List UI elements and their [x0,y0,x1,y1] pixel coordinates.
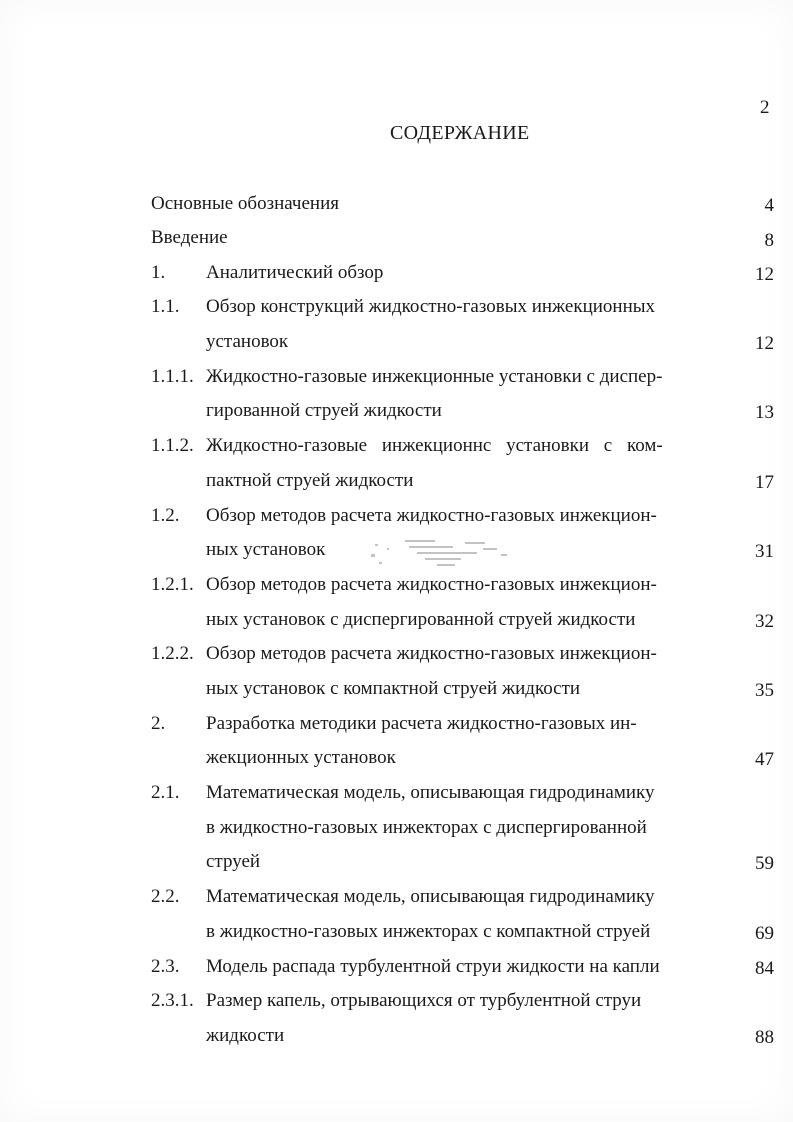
toc-entry-title: Жидкостно-газовые инжекционнс установки с ком- [206,435,663,456]
toc-entry-page: 84 [755,958,774,979]
toc-entry-title: Разработка методики расчета жидкостно-газовых ин- [206,713,637,734]
library-stamp-smudge [365,534,525,586]
toc-entry-page: 32 [755,611,774,632]
toc-entry-page: 47 [755,749,774,770]
toc-entry-number: 1.1.2. [151,435,194,456]
toc-entry-title-cont: ных установок [206,539,326,560]
toc-entry-title-cont: гированной струей жидкости [206,400,442,421]
toc-entry-number: 1.2.2. [151,643,194,664]
toc-entry-number: 1.1.1. [151,366,194,387]
toc-entry-number: 2.3.1. [151,990,194,1011]
toc-entry-title: Введение [151,227,228,248]
toc-entry-page: 12 [755,333,774,354]
toc-entry-title-cont: ных установок с компактной струей жидкости [206,678,581,699]
toc-entry-page: 59 [755,853,774,874]
toc-entry-title: Аналитический обзор [206,262,384,283]
toc-entry-title: Обзор методов расчета жидкостно-газовых инжекцион- [206,643,657,664]
toc-entry-page: 17 [755,472,774,493]
toc-entry-title-cont: жидкости [206,1025,285,1046]
toc-entry-title-cont: струей [206,851,261,872]
toc-entry-number: 2.3. [151,956,180,977]
toc-entry-page: 69 [755,923,774,944]
toc-entry-page: 35 [755,680,774,701]
toc-entry-title-cont: в жидкостно-газовых инжекторах с компактной струей [206,921,651,942]
toc-entry-number: 2.1. [151,782,180,803]
page-number: 2 [760,97,770,118]
toc-entry-page: 88 [755,1027,774,1048]
toc-entry-title-cont: жекционных установок [206,747,396,768]
toc-entry-number: 1. [151,262,166,283]
toc-entry-title: Обзор методов расчета жидкостно-газовых инжекцион- [206,574,657,595]
toc-entry-number: 2.2. [151,886,180,907]
toc-entry-title-cont: в жидкостно-газовых инжекторах с диспергированной [206,817,647,838]
toc-entry-title: Обзор методов расчета жидкостно-газовых инжекцион- [206,505,657,526]
toc-entry-number: 1.2. [151,505,180,526]
toc-entry-title: Обзор конструкций жидкостно-газовых инжекционных [206,296,656,317]
toc-entry-title: Математическая модель, описывающая гидродинамику [206,782,655,803]
toc-entry-title: Жидкостно-газовые инжекционные установки с диспер- [206,366,663,387]
toc-entry-page: 8 [764,230,774,251]
toc-entry-title-cont: ных установок с диспергированной струей жидкости [206,609,636,630]
toc-entry-number: 1.2.1. [151,574,194,595]
toc-entry-page: 31 [755,541,774,562]
toc-entry-title: Основные обозначения [151,193,339,214]
toc-entry-title-cont: пактной струей жидкости [206,470,414,491]
toc-entry-number: 1.1. [151,296,180,317]
page-title: СОДЕРЖАНИЕ [390,122,530,144]
toc-entry-title-cont: установок [206,331,289,352]
toc-entry-number: 2. [151,713,166,734]
toc-entry-title: Модель распада турбулентной струи жидкости на капли [206,956,660,977]
toc-entry-title: Размер капель, отрывающихся от турбулентной струи [206,990,642,1011]
toc-entry-title: Математическая модель, описывающая гидродинамику [206,886,655,907]
toc-entry-page: 4 [764,195,774,216]
toc-entry-page: 13 [755,402,774,423]
toc-entry-page: 12 [755,264,774,285]
